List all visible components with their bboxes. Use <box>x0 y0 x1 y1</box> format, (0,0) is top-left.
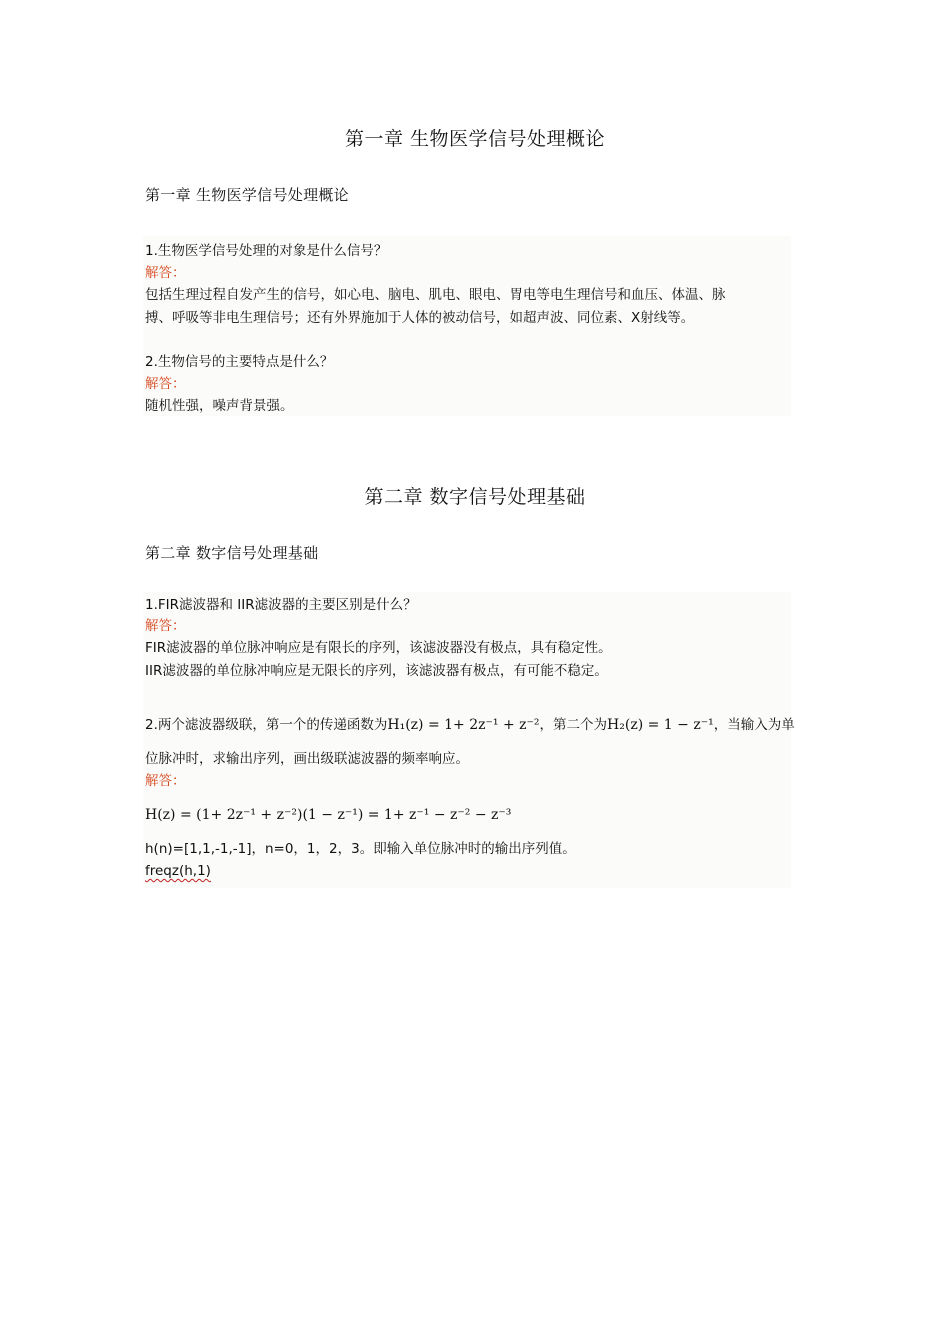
h1-formula: H₁(z) = 1+ 2z⁻¹ + z⁻² <box>387 717 540 733</box>
chapter2-q2-answer-formula: H(z) = (1+ 2z⁻¹ + z⁻²)(1 − z⁻¹) = 1+ z⁻¹ − z⁻² − z⁻³ <box>145 807 512 823</box>
chapter1-q1-question: 1.生物医学信号处理的对象是什么信号？ <box>145 243 388 259</box>
chapter1-q2-question: 2.生物信号的主要特点是什么？ <box>145 354 334 370</box>
chapter2-q1-answer-line2: IIR滤波器的单位脉冲响应是无限长的序列，该滤波器有极点，有可能不稳定。 <box>145 663 608 679</box>
chapter1-q1-answer-label: 解答： <box>145 265 186 281</box>
chapter1-qa-block <box>143 236 791 416</box>
chapter2-title: 第二章 数字信号处理基础 <box>364 486 586 508</box>
chapter2-q2-question-part1: 2.两个滤波器级联，第一个的传递函数为 <box>145 717 388 733</box>
chapter2-subtitle: 第二章 数字信号处理基础 <box>145 544 319 562</box>
chapter2-q2-question-line2: 位脉冲时，求输出序列，画出级联滤波器的频率响应。 <box>145 751 469 767</box>
chapter2-q1-question: 1.FIR滤波器和 IIR滤波器的主要区别是什么？ <box>145 597 417 613</box>
chapter2-q2-question-line1 <box>145 714 795 737</box>
chapter1-q2-answer-label: 解答： <box>145 376 186 392</box>
chapter1-q1-answer-line1: 包括生理过程自发产生的信号，如心电、脑电、肌电、眼电、胃电等电生理信号和血压、体温、脉 <box>145 287 726 303</box>
chapter1-q1-answer-line2: 搏、呼吸等非电生理信号；还有外界施加于人体的被动信号，如超声波、同位素、X射线等。 <box>145 310 695 326</box>
chapter2-q2-answer-label: 解答： <box>145 773 186 789</box>
chapter2-q2-question-part2: ，第二个为 <box>539 717 608 733</box>
chapter2-qa-block <box>143 592 795 888</box>
chapter1-title: 第一章 生物医学信号处理概论 <box>344 128 606 150</box>
h2-formula: H₂(z) = 1 − z⁻¹ <box>607 717 714 733</box>
chapter1-subtitle: 第一章 生物医学信号处理概论 <box>145 186 349 204</box>
chapter2-q1-answer-line1: FIR滤波器的单位脉冲响应是有限长的序列，该滤波器没有极点，具有稳定性。 <box>145 640 612 656</box>
chapter2-q1-answer-label: 解答： <box>145 618 186 634</box>
chapter1-q2-answer-line1: 随机性强，噪声背景强。 <box>145 398 294 414</box>
chapter2-q2-answer-line3: freqz(h,1) <box>145 863 211 879</box>
chapter2-q2-answer-line2: h(n)=[1,1,-1,-1]，n=0，1，2，3。即输入单位脉冲时的输出序列值。 <box>145 841 576 857</box>
chapter2-q2-question-part3: ，当输入为单 <box>713 717 795 733</box>
